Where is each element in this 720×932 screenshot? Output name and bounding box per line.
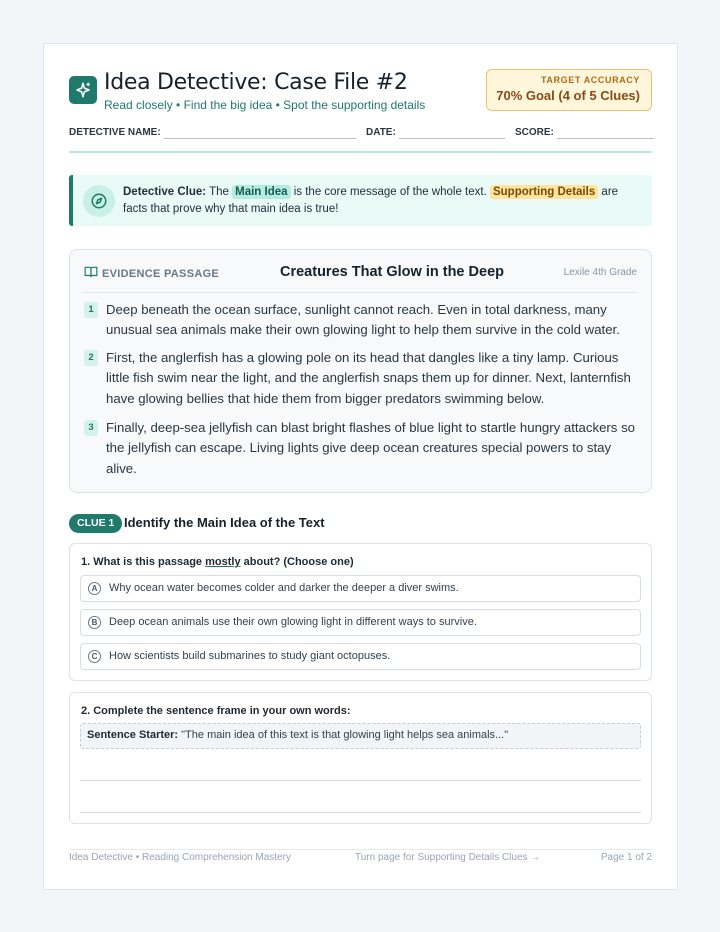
header-divider [69, 151, 652, 153]
passage-reading-level: Lexile 4th Grade [563, 267, 637, 278]
detective-name-field[interactable] [164, 138, 356, 139]
supporting-details-highlight: Supporting Details [490, 185, 598, 199]
paragraph-number: 3 [84, 420, 98, 436]
passage-tag [84, 266, 219, 281]
main-idea-highlight: Main Idea [232, 185, 290, 199]
question-1-prompt [81, 556, 354, 568]
paragraph-text: Finally, deep-sea jellyfish can blast bright flashes of blue light to startle hungry attackers so the jellyfish can escape. Living lights give deep ocean creatures special powers to stay alive. [106, 420, 635, 476]
question-2-prompt: 2. Complete the sentence frame in your own words: [81, 705, 351, 717]
sentence-starter-box [80, 723, 641, 749]
score-field[interactable] [557, 138, 654, 139]
page-subtitle: Read closely • Find the big idea • Spot the supporting details [104, 98, 426, 112]
sentence-starter-label: Sentence Starter: [87, 729, 179, 741]
score-label: SCORE: [515, 127, 554, 138]
question-1-suffix: about? (Choose one) [243, 556, 354, 568]
clue-lead: Detective Clue: [123, 186, 207, 198]
writing-line[interactable] [80, 812, 641, 813]
paragraph-text: First, the anglerfish has a glowing pole on its head that dangles like a tiny lamp. Curious little fish swim near the light, and the anglerfish snaps them up for dinner. Next, lanternfish have glowing bellies that hide them from bigger predators swimming below. [106, 350, 631, 406]
detective-clue-text [123, 184, 638, 218]
date-field[interactable] [399, 138, 505, 139]
detective-clue-banner [69, 175, 652, 226]
option-text: How scientists build submarines to study giant octopuses. [109, 650, 391, 662]
passage-divider [84, 292, 637, 293]
question-2-card [69, 692, 652, 824]
writing-line[interactable] [80, 780, 641, 781]
target-accuracy-box [486, 69, 652, 111]
target-accuracy-label: TARGET ACCURACY [541, 75, 640, 85]
sentence-starter-text: "The main idea of this text is that glowing light helps sea animals..." [181, 729, 509, 741]
evidence-passage [69, 249, 652, 493]
option-letter: B [88, 616, 101, 629]
option-letter: A [88, 582, 101, 595]
clue-badge: CLUE 1 [69, 514, 122, 533]
answer-option-a[interactable] [80, 575, 641, 602]
open-book-icon [84, 266, 98, 281]
clue-text-part: is the core message of the whole text. [293, 186, 487, 198]
worksheet-content [69, 44, 652, 889]
target-accuracy-value: 70% Goal (4 of 5 Clues) [496, 88, 640, 103]
passage-tag-label: EVIDENCE PASSAGE [102, 267, 220, 280]
option-letter: C [88, 650, 101, 663]
clue-text-part: The [209, 186, 229, 198]
footer-page-number: Page 1 of 2 [600, 852, 652, 863]
footer-center: Turn page for Supporting Details Clues → [355, 852, 541, 863]
footer-divider [69, 849, 652, 850]
clue-text-part: are facts that prove why that main idea is true! [123, 186, 619, 215]
option-text: Why ocean water becomes colder and darker the deeper a diver swims. [109, 582, 459, 594]
answer-option-c[interactable] [80, 643, 641, 670]
passage-paragraph [84, 348, 637, 409]
passage-paragraph [84, 418, 637, 479]
compass-icon [83, 185, 115, 217]
paragraph-text: Deep beneath the ocean surface, sunlight cannot reach. Even in total darkness, many unusual sea animals make their own glowing light to help them survive in the cold water. [106, 302, 620, 338]
date-label: DATE: [366, 127, 396, 138]
paragraph-number: 2 [84, 350, 98, 366]
option-text: Deep ocean animals use their own glowing light in different ways to survive. [109, 616, 477, 628]
worksheet-page [43, 43, 678, 890]
passage-title: Creatures That Glow in the Deep [280, 264, 504, 280]
paragraph-number: 1 [84, 302, 98, 318]
clue-title: Identify the Main Idea of the Text [124, 515, 325, 530]
footer-left: Idea Detective • Reading Comprehension Mastery [69, 852, 291, 863]
sparkle-icon [69, 76, 97, 104]
question-1-emphasis: mostly [205, 556, 241, 568]
student-info-fields [69, 126, 652, 142]
answer-option-b[interactable] [80, 609, 641, 636]
page-title: Idea Detective: Case File #2 [104, 70, 408, 95]
question-1-prefix: 1. What is this passage [81, 556, 203, 568]
passage-paragraph [84, 300, 637, 341]
detective-name-label: DETECTIVE NAME: [69, 127, 161, 138]
question-1-card [69, 543, 652, 681]
